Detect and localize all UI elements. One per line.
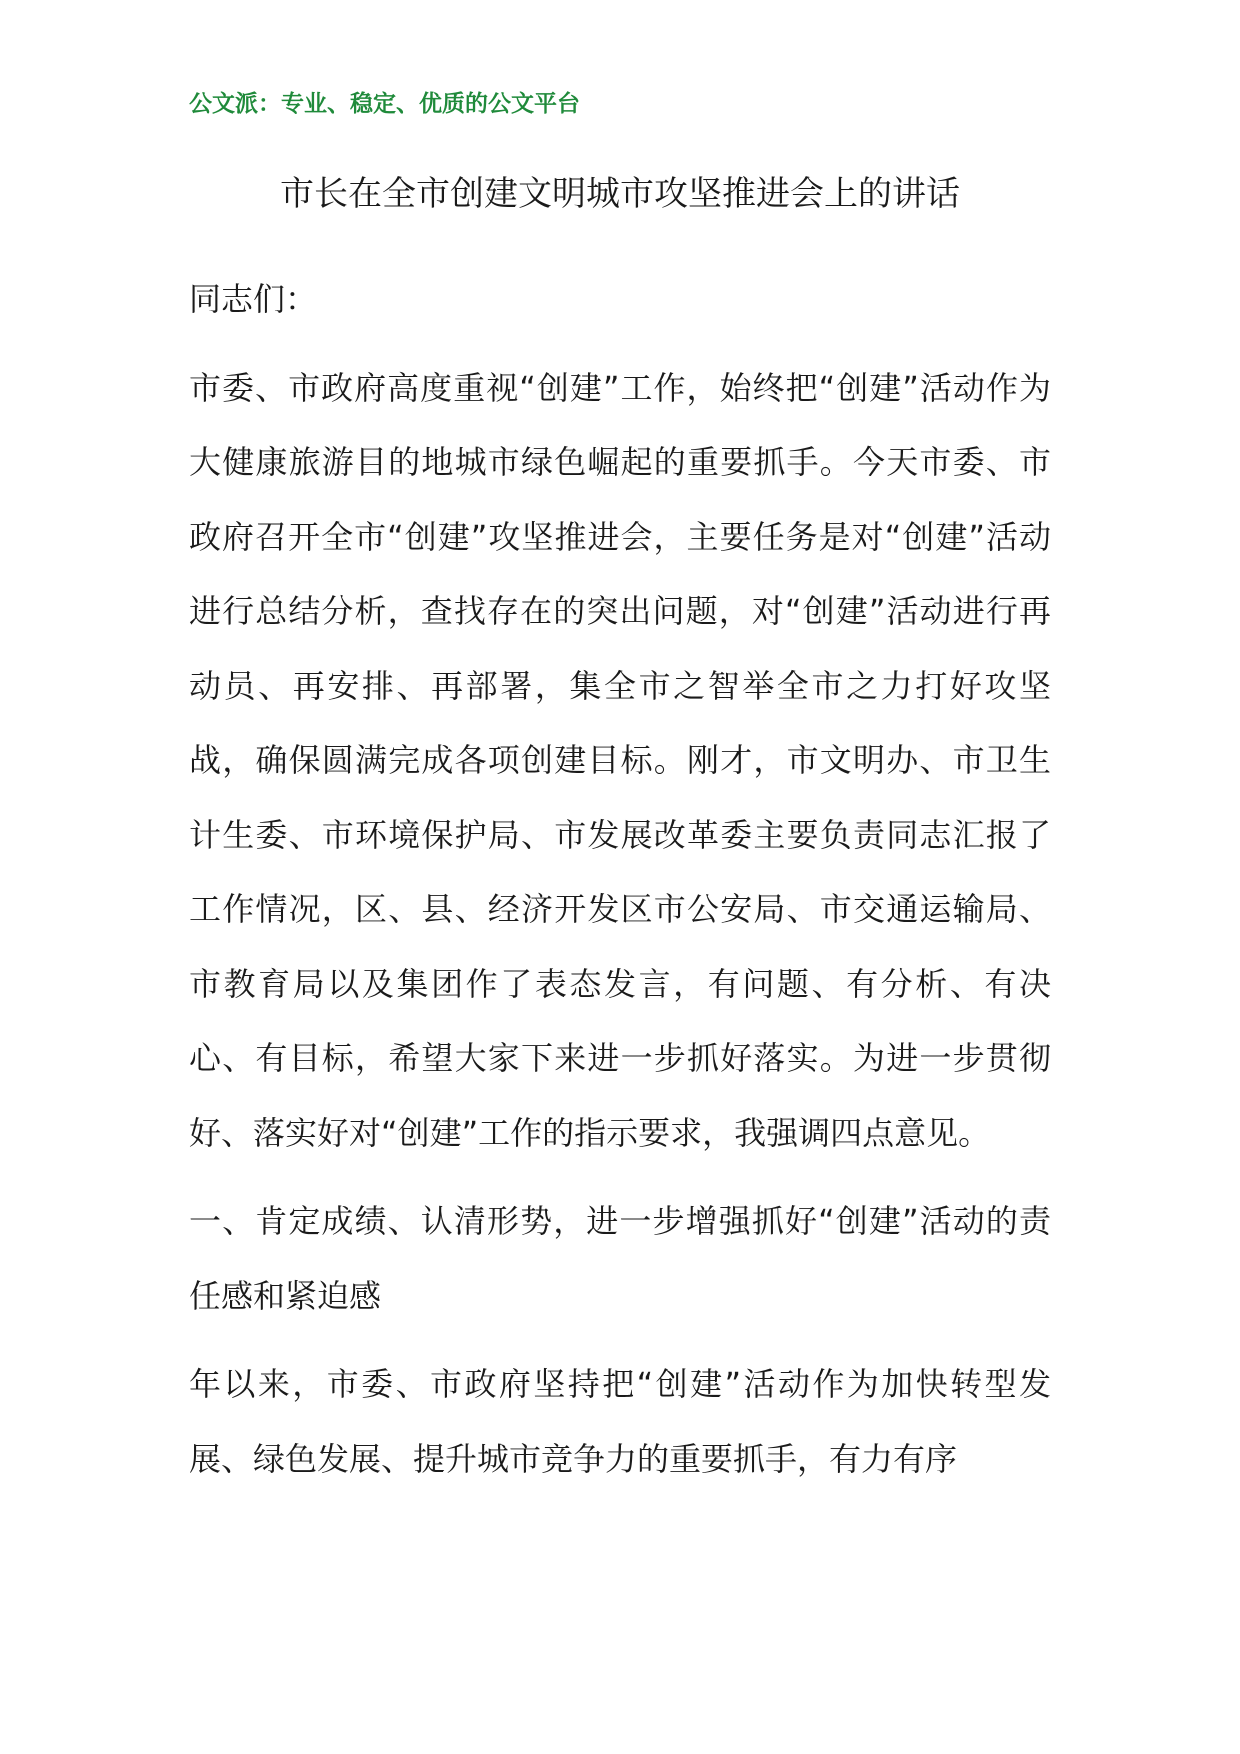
paragraph-1: 市委、市政府高度重视“创建”工作，始终把“创建”活动作为大健康旅游目的地城市绿色崛起的重要抓手。今天市委、市政府召开全市“创建”攻坚推进会，主要任务是对“创建”活动进行总结分析，查找存在的突出问题，对“创建”活动进行再动员、再安排、再部署，集全市之智举全市之力打好攻坚战，确保圆满完成各项创建目标。刚才，市文明办、市卫生计生委、市环境保护局、市发展改革委主要负责同志汇报了工作情况，区、县、经济开发区市公安局、市交通运输局、市教育局以及集团作了表态发言，有问题、有分析、有决心、有目标，希望大家下来进一步抓好落实。为进一步贯彻好、落实好对“创建”工作的指示要求，我强调四点意见。 (189, 368, 1051, 1152)
salutation: 同志们： (189, 280, 318, 318)
paragraph-2: 年以来，市委、市政府坚持把“创建”活动作为加快转型发展、绿色发展、提升城市竞争力的重要抓手，有力有序 (189, 1365, 1051, 1478)
document-title: 市长在全市创建文明城市攻坚推进会上的讲话 (280, 174, 960, 214)
brand-header: 公文派：专业、稳定、优质的公文平台 (189, 91, 580, 117)
section-heading-1: 一、肯定成绩、认清形势，进一步增强抓好“创建”活动的责任感和紧迫感 (189, 1202, 1051, 1315)
document-body (189, 262, 1051, 1510)
